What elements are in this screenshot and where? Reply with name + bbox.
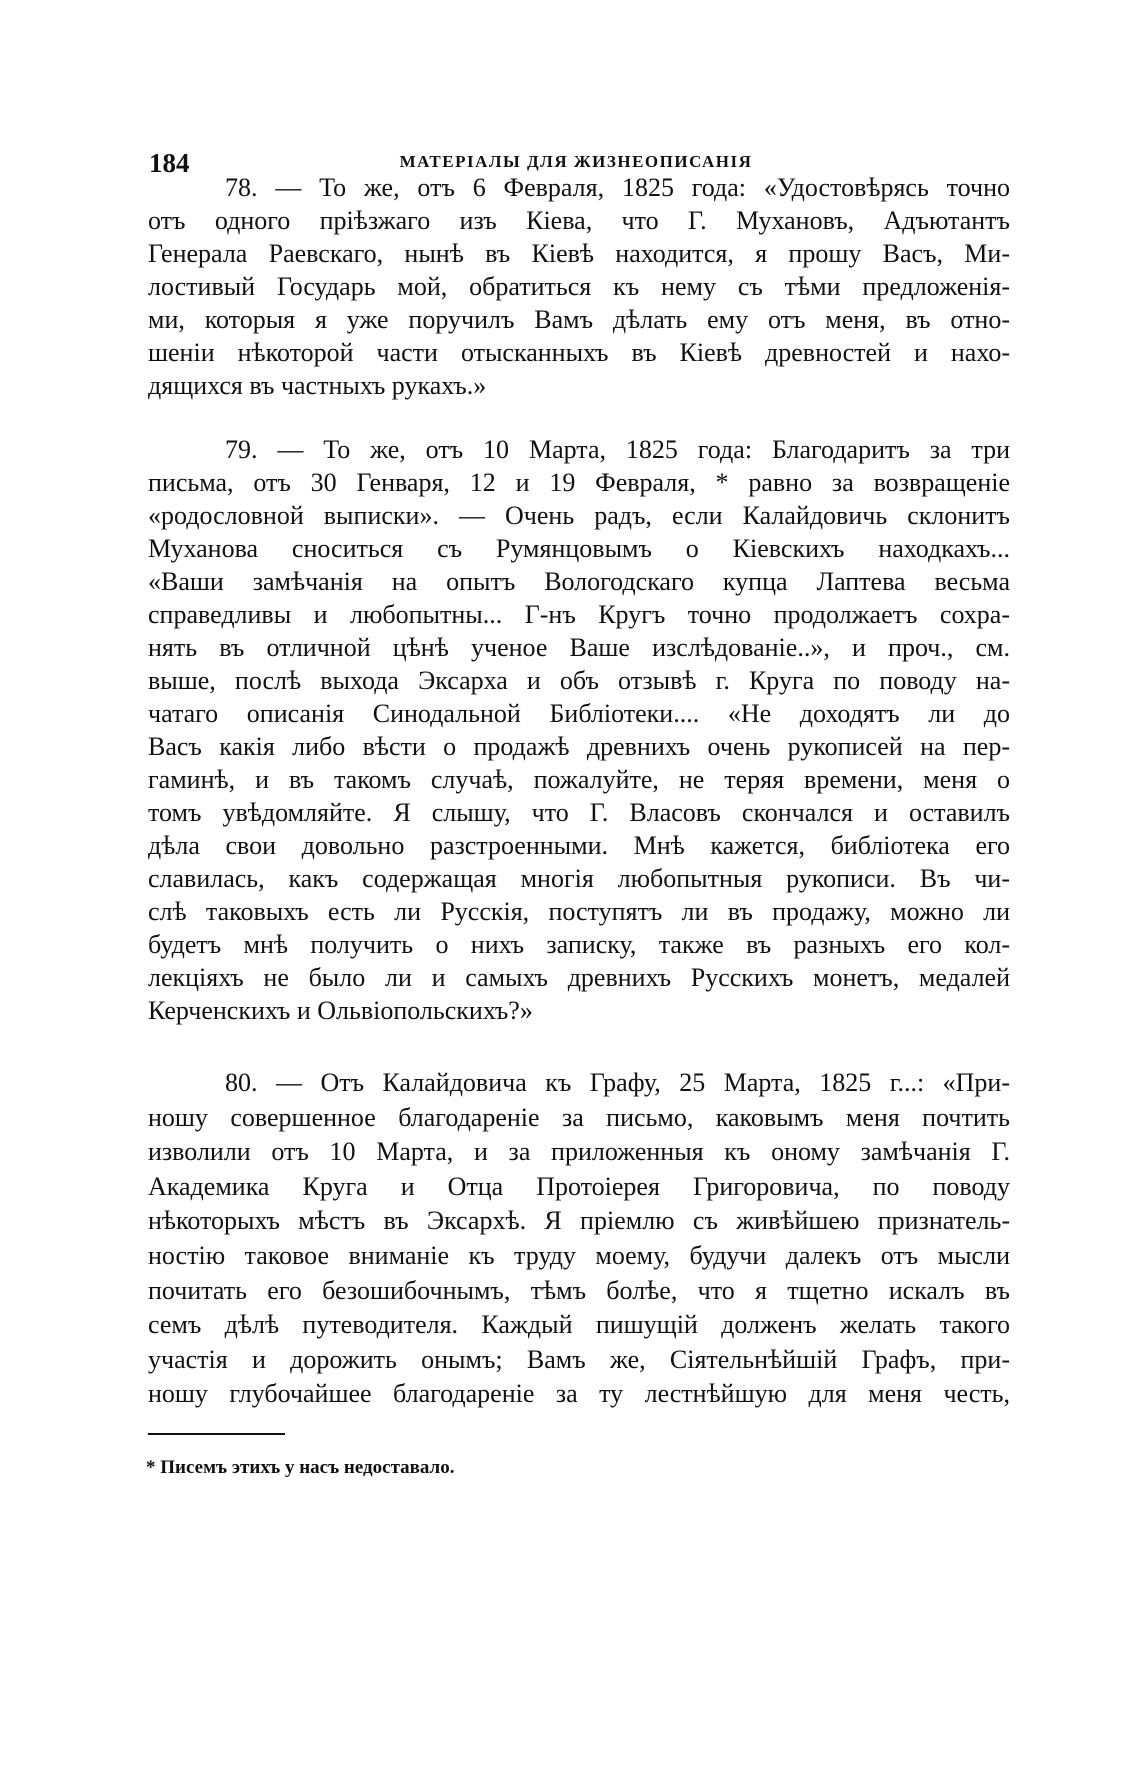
text-line: 79. — То же, отъ 10 Марта, 1825 года: Благодаритъ за три [225,435,1010,464]
text-line: нять въ отличной цѣнѣ ученое Ваше изслѣдованіе..», и проч., см. [148,633,1010,662]
text-line: лекціяхъ не было ли и самыхъ древнихъ Русскихъ монетъ, медалей [148,963,1010,992]
text-line: томъ увѣдомляйте. Я слышу, что Г. Власовъ скончался и оставилъ [148,798,1010,827]
text-line: Муханова сноситься съ Румянцовымъ о Кіевскихъ находкахъ... [148,534,1010,563]
text-line: Керченскихъ и Ольвіопольскихъ?» [148,996,533,1025]
paragraph-80 [148,1066,1010,1412]
text-line: лостивый Государь мой, обратиться къ нему съ тѣми предложенія- [148,272,1010,301]
text-line: дѣла свои довольно разстроенными. Мнѣ кажется, библіотека его [148,831,1010,860]
text-line: 78. — То же, отъ 6 Февраля, 1825 года: «Удостовѣрясь точно [225,173,1010,202]
text-line: почитать его безошибочнымъ, тѣмъ болѣе, что я тщетно искалъ въ [148,1275,1010,1305]
text-line: ми, которыя я уже поручилъ Вамъ дѣлать ему отъ меня, въ отно- [148,305,1010,334]
text-line: «Ваши замѣчанія на опытъ Вологодскаго купца Лаптева весьма [148,567,1010,596]
text-line: ношу совершенное благодареніе за письмо, каковымъ меня почтить [148,1102,1010,1132]
paragraph-78 [148,171,1010,402]
text-line: изволили отъ 10 Марта, и за приложенныя къ оному замѣчанія Г. [148,1137,1010,1167]
running-title: МАТЕРІАЛЫ ДЛЯ ЖИЗНЕОПИСАНІЯ [399,152,753,171]
text-line: Генерала Раевскаго, нынѣ въ Кіевѣ находится, я прошу Васъ, Ми- [148,239,1010,268]
text-line: Академика Круга и Отца Протоіерея Григоровича, по поводу [148,1171,1010,1201]
text-line: гаминѣ, и въ такомъ случаѣ, пожалуйте, не теряя времени, меня о [148,765,1010,794]
text-line: чатаго описанія Синодальной Библіотеки.... «Не доходятъ ли до [148,699,1010,728]
text-line: ношу глубочайшее благодареніе за ту лестнѣйшую для меня честь, [148,1379,1010,1409]
text-line: дящихся въ частныхъ рукахъ.» [148,371,487,400]
text-line: «родословной выписки». — Очень радъ, если Калайдовичь склонитъ [148,501,1010,530]
text-line: нѣкоторыхъ мѣстъ въ Эксархѣ. Я пріемлю съ живѣйшею признатель- [148,1206,1010,1236]
text-line: ностію таковое вниманіе къ труду моему, будучи далекъ отъ мысли [148,1240,1010,1270]
text-line: отъ одного пріѣзжаго изъ Кіева, что Г. Мухановъ, Адъютантъ [148,206,1010,235]
text-line: участія и дорожить онымъ; Вамъ же, Сіятельнѣйшій Графъ, при- [148,1344,1010,1374]
text-line: письма, отъ 30 Генваря, 12 и 19 Февраля, * равно за возвращеніе [148,468,1010,497]
paragraph-79 [148,433,1010,1027]
text-line: 80. — Отъ Калайдовича къ Графу, 25 Марта, 1825 г...: «При- [225,1068,1010,1097]
page-number: 184 [149,148,190,178]
text-line: будетъ мнѣ получить о нихъ записку, также въ разныхъ его кол- [148,930,1010,959]
footnote: * Писемъ этихъ у насъ недоставало. [146,1457,455,1478]
text-line: семъ дѣлѣ путеводителя. Каждый пишущій долженъ желать такого [148,1310,1010,1340]
text-line: слѣ таковыхъ есть ли Русскія, поступятъ ли въ продажу, можно ли [148,897,1010,926]
text-line: выше, послѣ выхода Эксарха и объ отзывѣ г. Круга по поводу на- [148,666,1010,695]
text-line: справедливы и любопытны... Г-нъ Кругъ точно продолжаетъ сохра- [148,600,1010,629]
footnote-divider [148,1433,285,1435]
text-line: шеніи нѣкоторой части отысканныхъ въ Кіевѣ древностей и нахо- [148,338,1010,367]
text-line: славилась, какъ содержащая многія любопытныя рукописи. Въ чи- [148,864,1010,893]
text-line: Васъ какія либо вѣсти о продажѣ древнихъ очень рукописей на пер- [148,732,1010,761]
